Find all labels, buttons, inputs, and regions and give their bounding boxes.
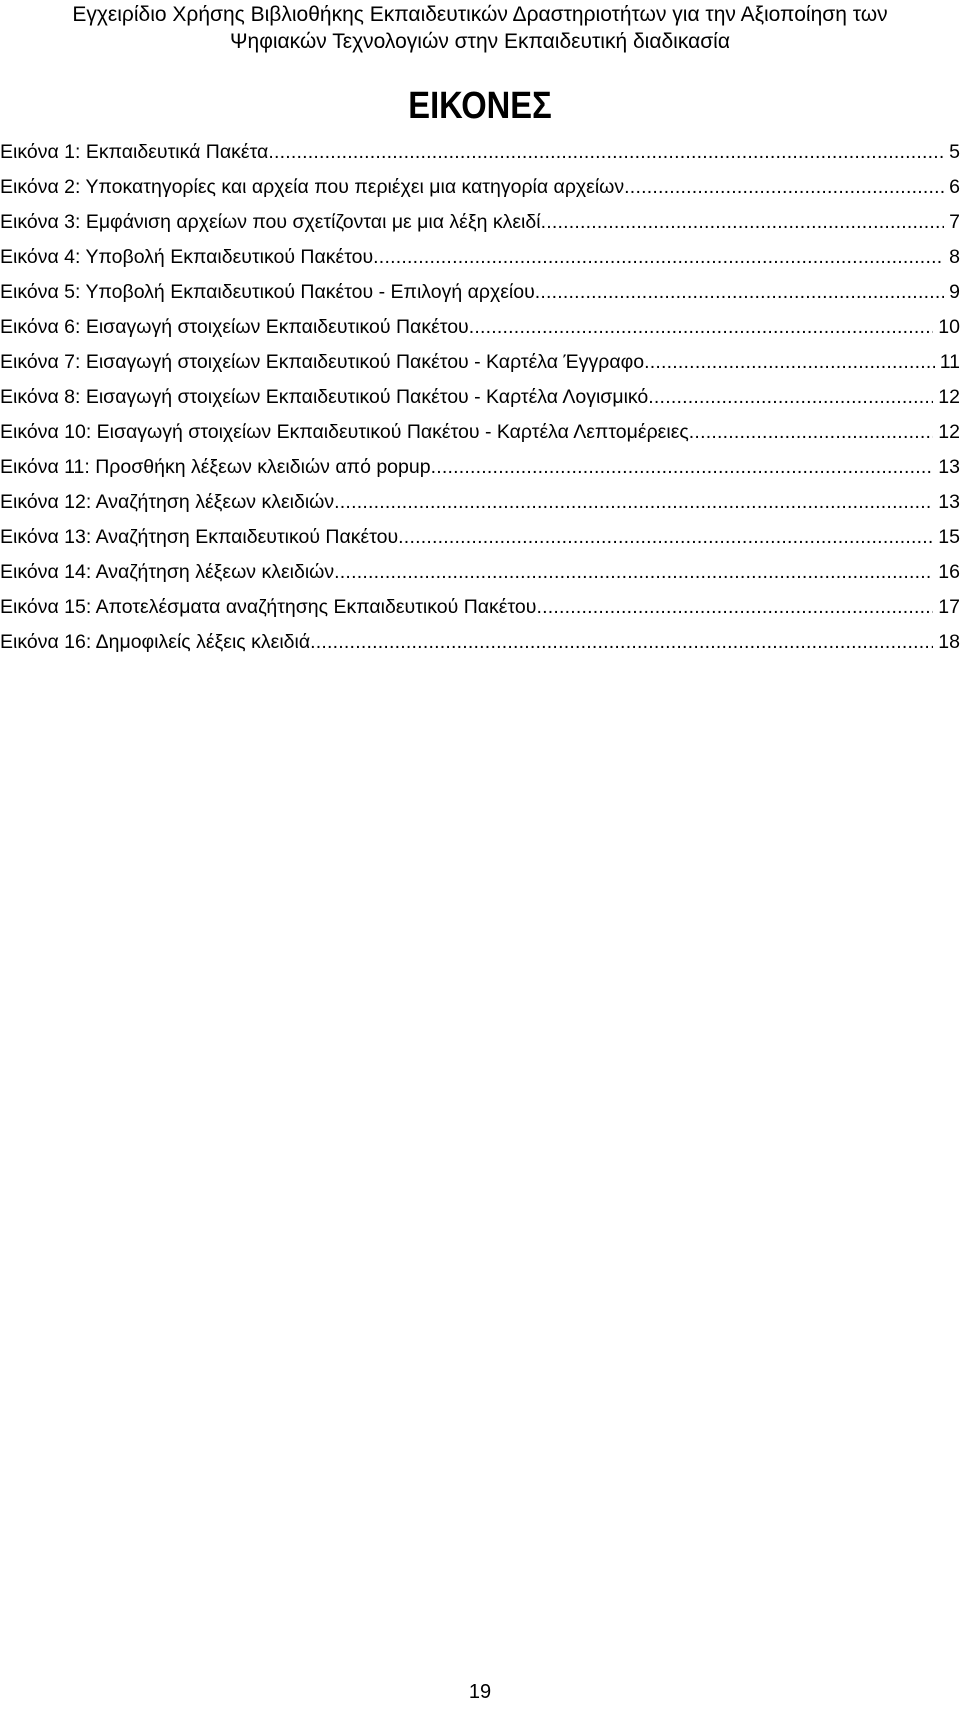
dot-leader bbox=[398, 520, 933, 555]
toc-entry-page: 18 bbox=[938, 631, 960, 653]
header-line-1: Εγχειρίδιο Χρήσης Βιβλιοθήκης Εκπαιδευτικών Δραστηριοτήτων για την Αξιοποίηση των bbox=[72, 3, 888, 26]
dot-leader bbox=[624, 170, 944, 205]
section-title: ΕΙΚΟΝΕΣ bbox=[408, 85, 552, 127]
toc-entry-page: 12 bbox=[938, 421, 960, 443]
toc-entry-label: Εικόνα 13: Αναζήτηση Εκπαιδευτικού Πακέτου bbox=[0, 526, 399, 548]
dot-leader bbox=[648, 380, 933, 415]
running-header bbox=[0, 0, 960, 55]
toc-entry[interactable] bbox=[0, 625, 960, 660]
toc-entry-label: Εικόνα 2: Υποκατηγορίες και αρχεία που περιέχει μια κατηγορία αρχείων bbox=[0, 176, 625, 198]
toc-entry-label: Εικόνα 6: Εισαγωγή στοιχείων Εκπαιδευτικού Πακέτου bbox=[0, 316, 469, 338]
toc-entry[interactable] bbox=[0, 520, 960, 555]
toc-entry-page: 6 bbox=[949, 176, 960, 198]
toc-entry[interactable] bbox=[0, 275, 960, 310]
toc-entry-page: 10 bbox=[938, 316, 960, 338]
toc-entry-page: 12 bbox=[938, 386, 960, 408]
toc-entry[interactable] bbox=[0, 345, 960, 380]
dot-leader bbox=[431, 450, 934, 485]
toc-entry[interactable] bbox=[0, 170, 960, 205]
toc-entry-label: Εικόνα 12: Αναζήτηση λέξεων κλειδιών bbox=[0, 491, 335, 513]
toc-entry-label: Εικόνα 10: Εισαγωγή στοιχείων Εκπαιδευτικού Πακέτου - Καρτέλα Λεπτομέρειες bbox=[0, 421, 689, 443]
toc-entry[interactable] bbox=[0, 135, 960, 170]
dot-leader bbox=[469, 310, 934, 345]
toc-entry[interactable] bbox=[0, 380, 960, 415]
toc-entry[interactable] bbox=[0, 205, 960, 240]
list-of-figures bbox=[0, 135, 960, 660]
toc-entry-label: Εικόνα 5: Υποβολή Εκπαιδευτικού Πακέτου - Επιλογή αρχείου bbox=[0, 281, 535, 303]
toc-entry-label: Εικόνα 16: Δημοφιλείς λέξεις κλειδιά bbox=[0, 631, 311, 653]
toc-entry-page: 7 bbox=[949, 211, 960, 233]
header-line-2: Ψηφιακών Τεχνολογιών στην Εκπαιδευτική διαδικασία bbox=[230, 30, 730, 53]
toc-entry-label: Εικόνα 14: Αναζήτηση λέξεων κλειδιών bbox=[0, 561, 335, 583]
page-number: 19 bbox=[468, 1681, 492, 1703]
toc-entry[interactable] bbox=[0, 310, 960, 345]
toc-entry-page: 15 bbox=[938, 526, 960, 548]
toc-entry[interactable] bbox=[0, 450, 960, 485]
dot-leader bbox=[334, 555, 933, 590]
toc-entry-label: Εικόνα 15: Αποτελέσματα αναζήτησης Εκπαιδευτικού Πακέτου bbox=[0, 596, 537, 618]
toc-entry-page: 13 bbox=[938, 491, 960, 513]
dot-leader bbox=[689, 415, 934, 450]
toc-entry[interactable] bbox=[0, 590, 960, 625]
toc-entry[interactable] bbox=[0, 240, 960, 275]
dot-leader bbox=[268, 135, 944, 170]
toc-entry-page: 8 bbox=[949, 246, 960, 268]
toc-entry[interactable] bbox=[0, 555, 960, 590]
toc-entry-label: Εικόνα 8: Εισαγωγή στοιχείων Εκπαιδευτικού Πακέτου - Καρτέλα Λογισμικό bbox=[0, 386, 649, 408]
dot-leader bbox=[536, 590, 933, 625]
toc-entry-page: 11 bbox=[939, 351, 960, 373]
toc-entry-page: 16 bbox=[938, 561, 960, 583]
toc-entry-page: 5 bbox=[949, 141, 960, 163]
dot-leader bbox=[310, 625, 933, 660]
toc-entry-label: Εικόνα 3: Εμφάνιση αρχείων που σχετίζονται με μια λέξη κλειδί bbox=[0, 211, 541, 233]
dot-leader bbox=[373, 240, 944, 275]
toc-entry-label: Εικόνα 7: Εισαγωγή στοιχείων Εκπαιδευτικού Πακέτου - Καρτέλα Έγγραφο bbox=[0, 351, 645, 373]
toc-entry-label: Εικόνα 11: Προσθήκη λέξεων κλειδιών από popup bbox=[0, 456, 431, 478]
toc-entry-page: 17 bbox=[938, 596, 960, 618]
dot-leader bbox=[644, 345, 935, 380]
dot-leader bbox=[334, 485, 933, 520]
toc-entry[interactable] bbox=[0, 415, 960, 450]
toc-entry-label: Εικόνα 4: Υποβολή Εκπαιδευτικού Πακέτου bbox=[0, 246, 374, 268]
dot-leader bbox=[535, 275, 944, 310]
dot-leader bbox=[541, 205, 945, 240]
toc-entry-label: Εικόνα 1: Εκπαιδευτικά Πακέτα bbox=[0, 141, 269, 163]
toc-entry[interactable] bbox=[0, 485, 960, 520]
toc-entry-page: 13 bbox=[938, 456, 960, 478]
toc-entry-page: 9 bbox=[949, 281, 960, 303]
